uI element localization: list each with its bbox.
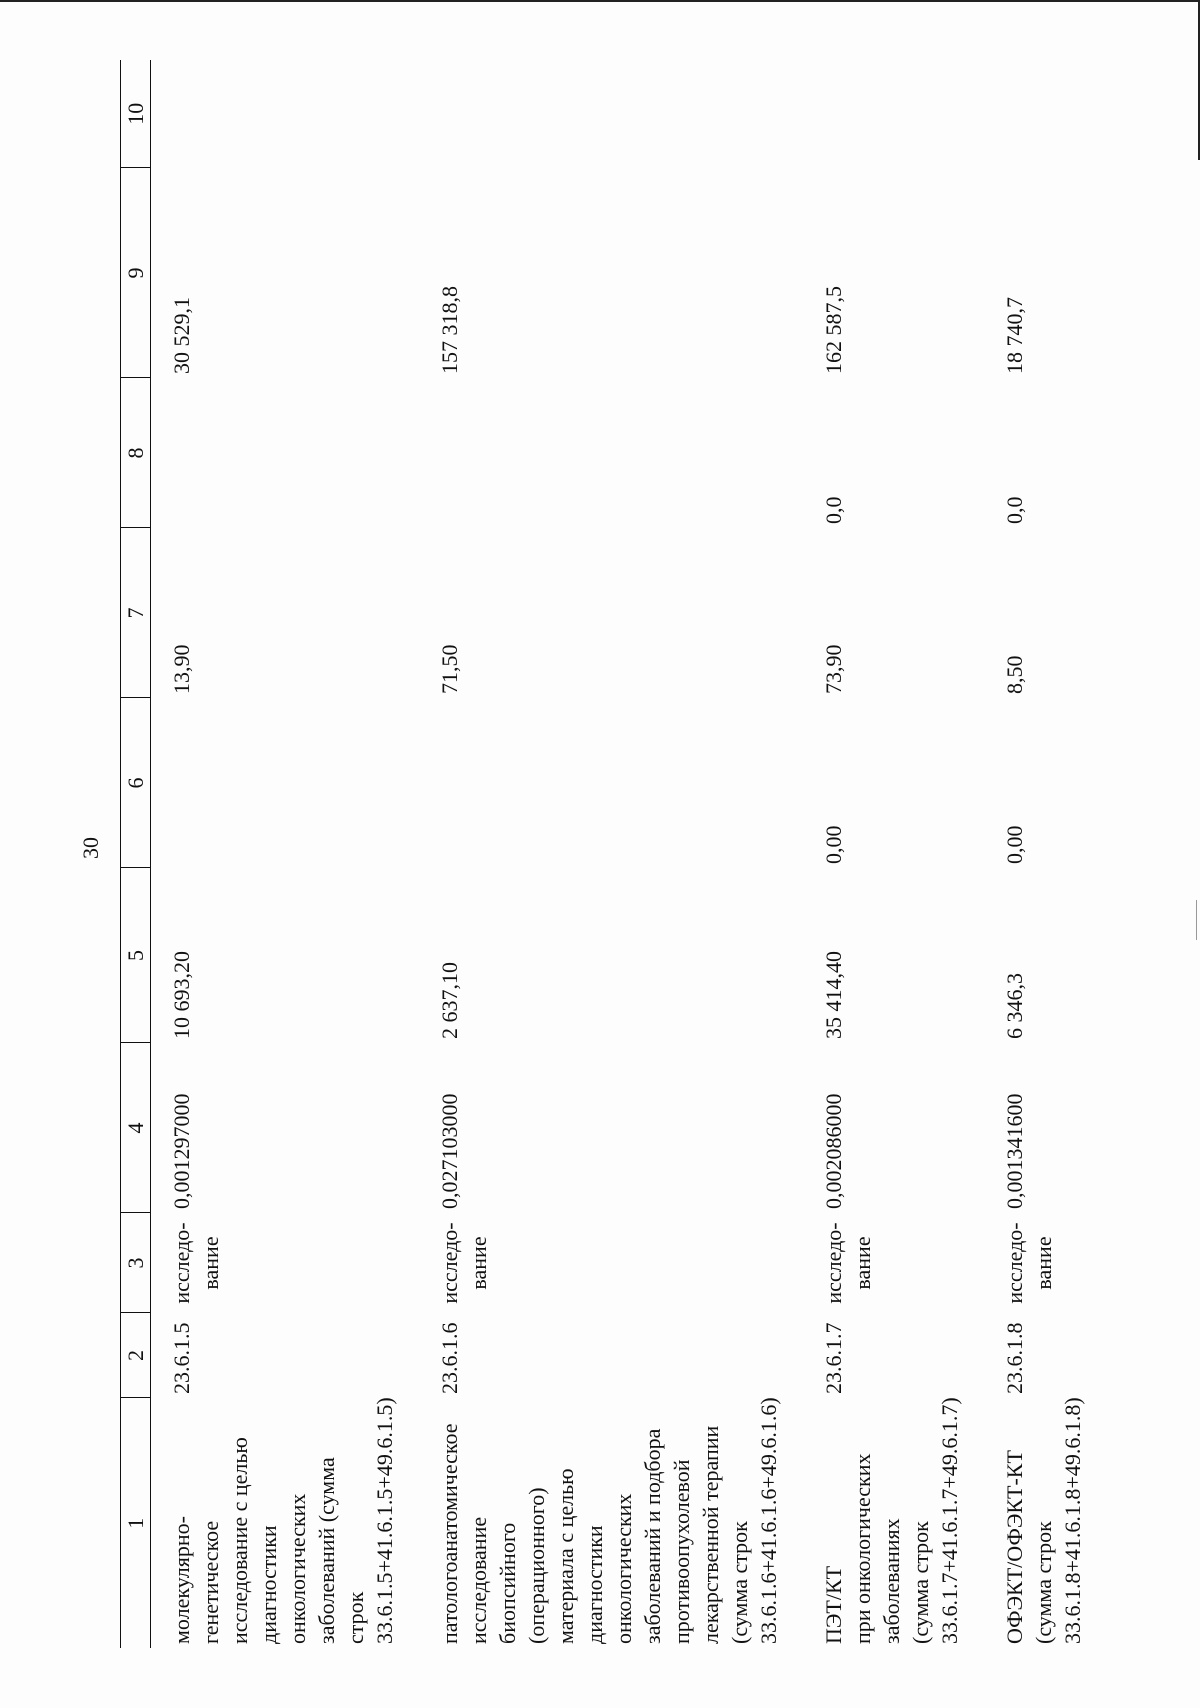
row-unit-cell: исследо- вание <box>437 1222 491 1304</box>
row-name-cell: патологоанатомическое исследование биопсийного (операционного) материала с целью диагностики онкологических заболеваний и подбора противоопухолевой лекарственной терапии (сумма строк 33.6.1.6+41.6.1.6+49.6.1.6) <box>437 1397 781 1644</box>
row-col5-cell: 2 637,10 <box>437 962 462 1039</box>
column-header: 1 <box>121 1398 151 1648</box>
data-table <box>120 60 1107 1648</box>
row-unit-cell: исследо- вание <box>821 1222 875 1304</box>
row-col10-cell <box>803 60 984 168</box>
column-number-row <box>121 60 151 1648</box>
table-row <box>984 60 1107 1648</box>
column-header: 9 <box>121 168 151 378</box>
row-col4-cell: 0,027103000 <box>437 1093 462 1209</box>
row-col9-cell: 162 587,5 <box>821 286 846 374</box>
table-row <box>419 60 803 1648</box>
row-col8-cell <box>151 378 420 528</box>
row-col9-cell: 157 318,8 <box>437 286 462 374</box>
row-code-cell: 23.6.1.8 <box>1002 1322 1027 1394</box>
row-col6-cell <box>151 698 420 868</box>
row-col4-cell: 0,002086000 <box>821 1093 846 1209</box>
row-col7-cell: 71,50 <box>437 644 462 694</box>
row-code-cell: 23.6.1.5 <box>169 1322 194 1394</box>
table-row <box>803 60 984 1648</box>
column-header: 10 <box>121 60 151 168</box>
page-number: 30 <box>78 837 103 859</box>
row-col4-cell: 0,001297000 <box>169 1093 194 1209</box>
row-unit-cell: исследо- вание <box>169 1222 223 1304</box>
row-col7-cell: 8,50 <box>1002 655 1027 694</box>
row-col5-cell: 10 693,20 <box>169 951 194 1039</box>
column-header: 6 <box>121 698 151 868</box>
column-header: 8 <box>121 378 151 528</box>
column-header: 4 <box>121 1043 151 1213</box>
row-col5-cell: 35 414,40 <box>821 951 846 1039</box>
row-col9-cell: 18 740,7 <box>1002 297 1027 374</box>
row-unit-cell: исследо- вание <box>1002 1222 1056 1304</box>
row-col8-cell: 0,0 <box>821 496 846 524</box>
row-col8-cell <box>419 378 803 528</box>
column-header: 7 <box>121 528 151 698</box>
row-col9-cell: 30 529,1 <box>169 297 194 374</box>
row-code-cell: 23.6.1.6 <box>437 1322 462 1394</box>
row-col10-cell <box>419 60 803 168</box>
row-col10-cell <box>984 60 1107 168</box>
row-col10-cell <box>151 60 420 168</box>
row-col6-cell <box>419 698 803 868</box>
column-header: 5 <box>121 868 151 1043</box>
row-col6-cell: 0,00 <box>1002 825 1027 864</box>
row-name-cell: ОФЭКТ/ОФЭКТ-КТ (сумма строк 33.6.1.8+41.6.1.8+49.6.1.8) <box>1002 1397 1085 1644</box>
row-col7-cell: 13,90 <box>169 644 194 694</box>
table-row <box>151 60 420 1648</box>
row-col5-cell: 6 346,3 <box>1002 973 1027 1039</box>
row-name-cell: молекулярно- генетическое исследование с целью диагностики онкологических заболеваний (сумма строк 33.6.1.5+41.6.1.5+49.6.1.5) <box>169 1397 397 1644</box>
column-header: 3 <box>121 1213 151 1313</box>
column-header: 2 <box>121 1313 151 1398</box>
row-col6-cell: 0,00 <box>821 825 846 864</box>
row-col4-cell: 0,001341600 <box>1002 1093 1027 1209</box>
row-col8-cell: 0,0 <box>1002 496 1027 524</box>
row-code-cell: 23.6.1.7 <box>821 1322 846 1394</box>
row-col7-cell: 73,90 <box>821 644 846 694</box>
row-name-cell: ПЭТ/КТ при онкологических заболеваниях (сумма строк 33.6.1.7+41.6.1.7+49.6.1.7) <box>821 1397 962 1644</box>
table-body <box>151 60 1108 1648</box>
